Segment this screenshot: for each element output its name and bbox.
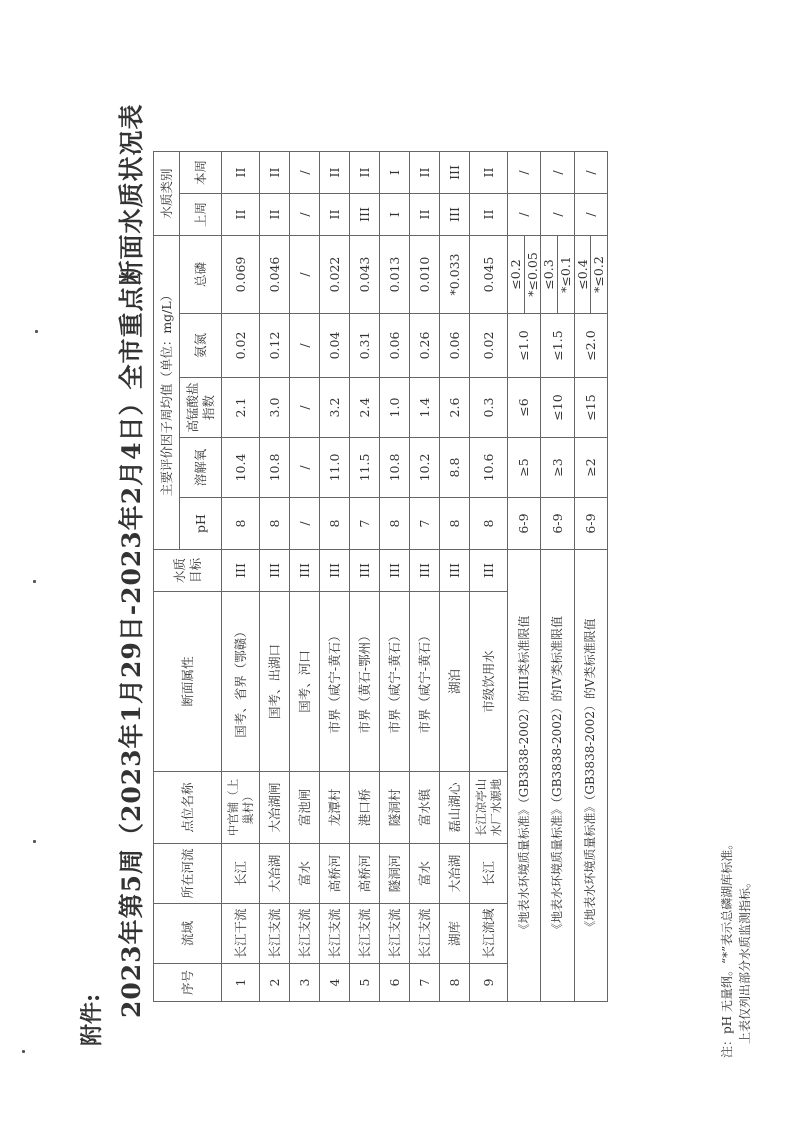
cell-nh3n: 0.06 [440,314,470,378]
cell-target: III [410,550,440,592]
cell-basin: 长江干流 [222,904,260,964]
header-main-factors: 主要评价因子周均值（单位：mg/L） [154,236,180,550]
cell-seq: 4 [320,964,350,1002]
cell-river: 富水 [290,844,320,904]
standard-last: / [541,194,574,236]
cell-basin: 长江支流 [380,904,410,964]
note-line: 注：pH 无量纲。“*”表示总磷湖库标准。 [720,837,734,1058]
standard-this: / [541,152,574,194]
cell-basin: 长江支流 [410,904,440,964]
cell-ph: 8 [470,498,508,550]
header-site: 点位名称 [154,772,222,844]
cell-do: 10.4 [222,438,260,498]
cell-site: 富池闸 [290,772,320,844]
cell-codmn: 1.0 [380,378,410,438]
cell-section: 市界（咸宁-黄石） [380,592,410,772]
table-row [440,152,470,1002]
cell-nh3n: 0.02 [222,314,260,378]
cell-ph: 8 [320,498,350,550]
standard-do: ≥5 [508,438,541,498]
cell-last: I [380,194,410,236]
header-tp: 总磷 [180,236,222,314]
cell-codmn: 2.4 [350,378,380,438]
standard-tp-river: ≤0.3 [541,236,558,314]
cell-last: II [470,194,508,236]
cell-site: 龙潭村 [320,772,350,844]
standard-nh3n: ≤2.0 [574,314,607,378]
standard-nh3n: ≤1.0 [508,314,541,378]
cell-do: 11.0 [320,438,350,498]
header-do: 溶解氧 [180,438,222,498]
header-nh3n: 氨氮 [180,314,222,378]
cell-tp: 0.013 [380,236,410,314]
cell-target: III [290,550,320,592]
cell-do: 10.6 [470,438,508,498]
header-target: 水质目标 [154,550,222,592]
cell-river: 长江 [470,844,508,904]
cell-seq: 1 [222,964,260,1002]
cell-codmn: 2.6 [440,378,470,438]
standard-codmn: ≤15 [574,378,607,438]
cell-basin: 长江支流 [260,904,290,964]
standard-tp-lake: *≤0.1 [557,236,574,314]
cell-seq: 3 [290,964,320,1002]
cell-seq: 9 [470,964,508,1002]
cell-seq: 5 [350,964,380,1002]
cell-codmn: / [290,378,320,438]
water-quality-table [153,151,608,1002]
cell-target: III [470,550,508,592]
cell-river: 大冶湖 [440,844,470,904]
cell-river: 高桥河 [350,844,380,904]
cell-codmn: 3.0 [260,378,290,438]
cell-this: II [350,152,380,194]
cell-last: II [222,194,260,236]
cell-ph: 7 [410,498,440,550]
table-row [320,152,350,1002]
standard-label: 《地表水环境质量标准》（GB3838-2002）的IV类标准限值 [541,550,574,1002]
cell-last: III [350,194,380,236]
cell-last: III [440,194,470,236]
cell-ph: 7 [350,498,380,550]
cell-do: 10.8 [380,438,410,498]
cell-tp: *0.033 [440,236,470,314]
cell-basin: 长江支流 [350,904,380,964]
cell-seq: 6 [380,964,410,1002]
cell-target: III [260,550,290,592]
cell-seq: 2 [260,964,290,1002]
cell-this: / [290,152,320,194]
cell-section: 国考、出湖口 [260,592,290,772]
cell-target: III [350,550,380,592]
standard-this: / [508,152,541,194]
cell-section: 国考、河口 [290,592,320,772]
cell-tp: 0.022 [320,236,350,314]
cell-site: 港口桥 [350,772,380,844]
cell-nh3n: 0.02 [470,314,508,378]
standard-row [574,152,591,1002]
cell-nh3n: 0.04 [320,314,350,378]
cell-basin: 长江流域 [470,904,508,964]
standard-codmn: ≤6 [508,378,541,438]
standard-codmn: ≤10 [541,378,574,438]
cell-site: 长江凉亭山水厂水源地 [470,772,508,844]
standard-ph: 6-9 [541,498,574,550]
standard-label: 《地表水环境质量标准》（GB3838-2002）的III类标准限值 [508,550,541,1002]
cell-target: III [440,550,470,592]
standard-do: ≥2 [574,438,607,498]
standard-ph: 6-9 [508,498,541,550]
cell-do: 8.8 [440,438,470,498]
table-row [260,152,290,1002]
cell-tp: 0.045 [470,236,508,314]
cell-codmn: 3.2 [320,378,350,438]
header-river: 所在河流 [154,844,222,904]
cell-nh3n: 0.06 [380,314,410,378]
standard-nh3n: ≤1.5 [541,314,574,378]
header-section: 断面属性 [154,592,222,772]
standard-tp-river: ≤0.2 [508,236,525,314]
header-category: 水质类别 [154,152,180,236]
cell-section: 市界（咸宁-黄石） [320,592,350,772]
cell-river: 高桥河 [320,844,350,904]
cell-last: / [290,194,320,236]
cell-this: II [470,152,508,194]
notes [718,838,754,1058]
standard-tp-lake: *≤0.05 [524,236,541,314]
standard-last: / [508,194,541,236]
cell-this: III [440,152,470,194]
cell-codmn: 2.1 [222,378,260,438]
cell-basin: 湖库 [440,904,470,964]
cell-river: 大冶湖 [260,844,290,904]
cell-nh3n: 0.12 [260,314,290,378]
cell-this: I [380,152,410,194]
cell-nh3n: 0.26 [410,314,440,378]
attachment-label: 附件: [79,993,105,1046]
cell-target: III [222,550,260,592]
cell-section: 市界（咸宁-黄石） [410,592,440,772]
cell-do: 10.8 [260,438,290,498]
cell-section: 市级饮用水 [470,592,508,772]
cell-river: 长江 [222,844,260,904]
header-seq: 序号 [154,964,222,1002]
cell-ph: 8 [380,498,410,550]
table-row [380,152,410,1002]
page-title: 2023年第5周（2023年1月29日-2023年2月4日）全市重点断面水质状况表 [117,103,146,1018]
cell-seq: 7 [410,964,440,1002]
header-basin: 流域 [154,904,222,964]
table-row [470,152,508,1002]
cell-nh3n: 0.31 [350,314,380,378]
cell-this: II [320,152,350,194]
cell-river: 富水 [410,844,440,904]
header-last-week: 上周 [180,194,222,236]
table-row [350,152,380,1002]
cell-do: 11.5 [350,438,380,498]
cell-basin: 长江支流 [320,904,350,964]
cell-this: II [410,152,440,194]
cell-tp: / [290,236,320,314]
cell-site: 磊山湖心 [440,772,470,844]
cell-target: III [380,550,410,592]
standard-this: / [574,152,607,194]
cell-ph: / [290,498,320,550]
header-this-week: 本周 [180,152,222,194]
header-codmn: 高锰酸盐指数 [180,378,222,438]
cell-site: 大冶湖闸 [260,772,290,844]
standard-row [541,152,558,1002]
cell-seq: 8 [440,964,470,1002]
cell-do: / [290,438,320,498]
standard-tp-lake: *≤0.2 [591,236,608,314]
cell-tp: 0.046 [260,236,290,314]
cell-site: 中官铺（上巢村） [222,772,260,844]
cell-site: 隧洞村 [380,772,410,844]
cell-codmn: 1.4 [410,378,440,438]
standard-tp-river: ≤0.4 [574,236,591,314]
cell-tp: 0.069 [222,236,260,314]
cell-ph: 8 [440,498,470,550]
table-row [410,152,440,1002]
cell-nh3n: / [290,314,320,378]
cell-section: 市界（黄石-鄂州） [350,592,380,772]
standard-do: ≥3 [541,438,574,498]
cell-ph: 8 [260,498,290,550]
standard-last: / [574,194,607,236]
cell-this: II [260,152,290,194]
cell-site: 富水镇 [410,772,440,844]
cell-section: 国考、省界（鄂赣） [222,592,260,772]
cell-ph: 8 [222,498,260,550]
header-ph: pH [180,498,222,550]
cell-codmn: 0.3 [470,378,508,438]
cell-last: II [410,194,440,236]
cell-do: 10.2 [410,438,440,498]
cell-target: III [320,550,350,592]
cell-basin: 长江支流 [290,904,320,964]
cell-last: II [260,194,290,236]
standard-ph: 6-9 [574,498,607,550]
standard-label: 《地表水环境质量标准》（GB3838-2002）的V类标准限值 [574,550,607,1002]
cell-tp: 0.043 [350,236,380,314]
table-row [222,152,260,1002]
cell-river: 隧洞河 [380,844,410,904]
cell-section: 湖泊 [440,592,470,772]
cell-tp: 0.010 [410,236,440,314]
cell-this: II [222,152,260,194]
standard-row [508,152,525,1002]
note-line: 上表仅列出部分水质监测指标。 [738,875,752,1044]
cell-last: II [320,194,350,236]
table-row [290,152,320,1002]
